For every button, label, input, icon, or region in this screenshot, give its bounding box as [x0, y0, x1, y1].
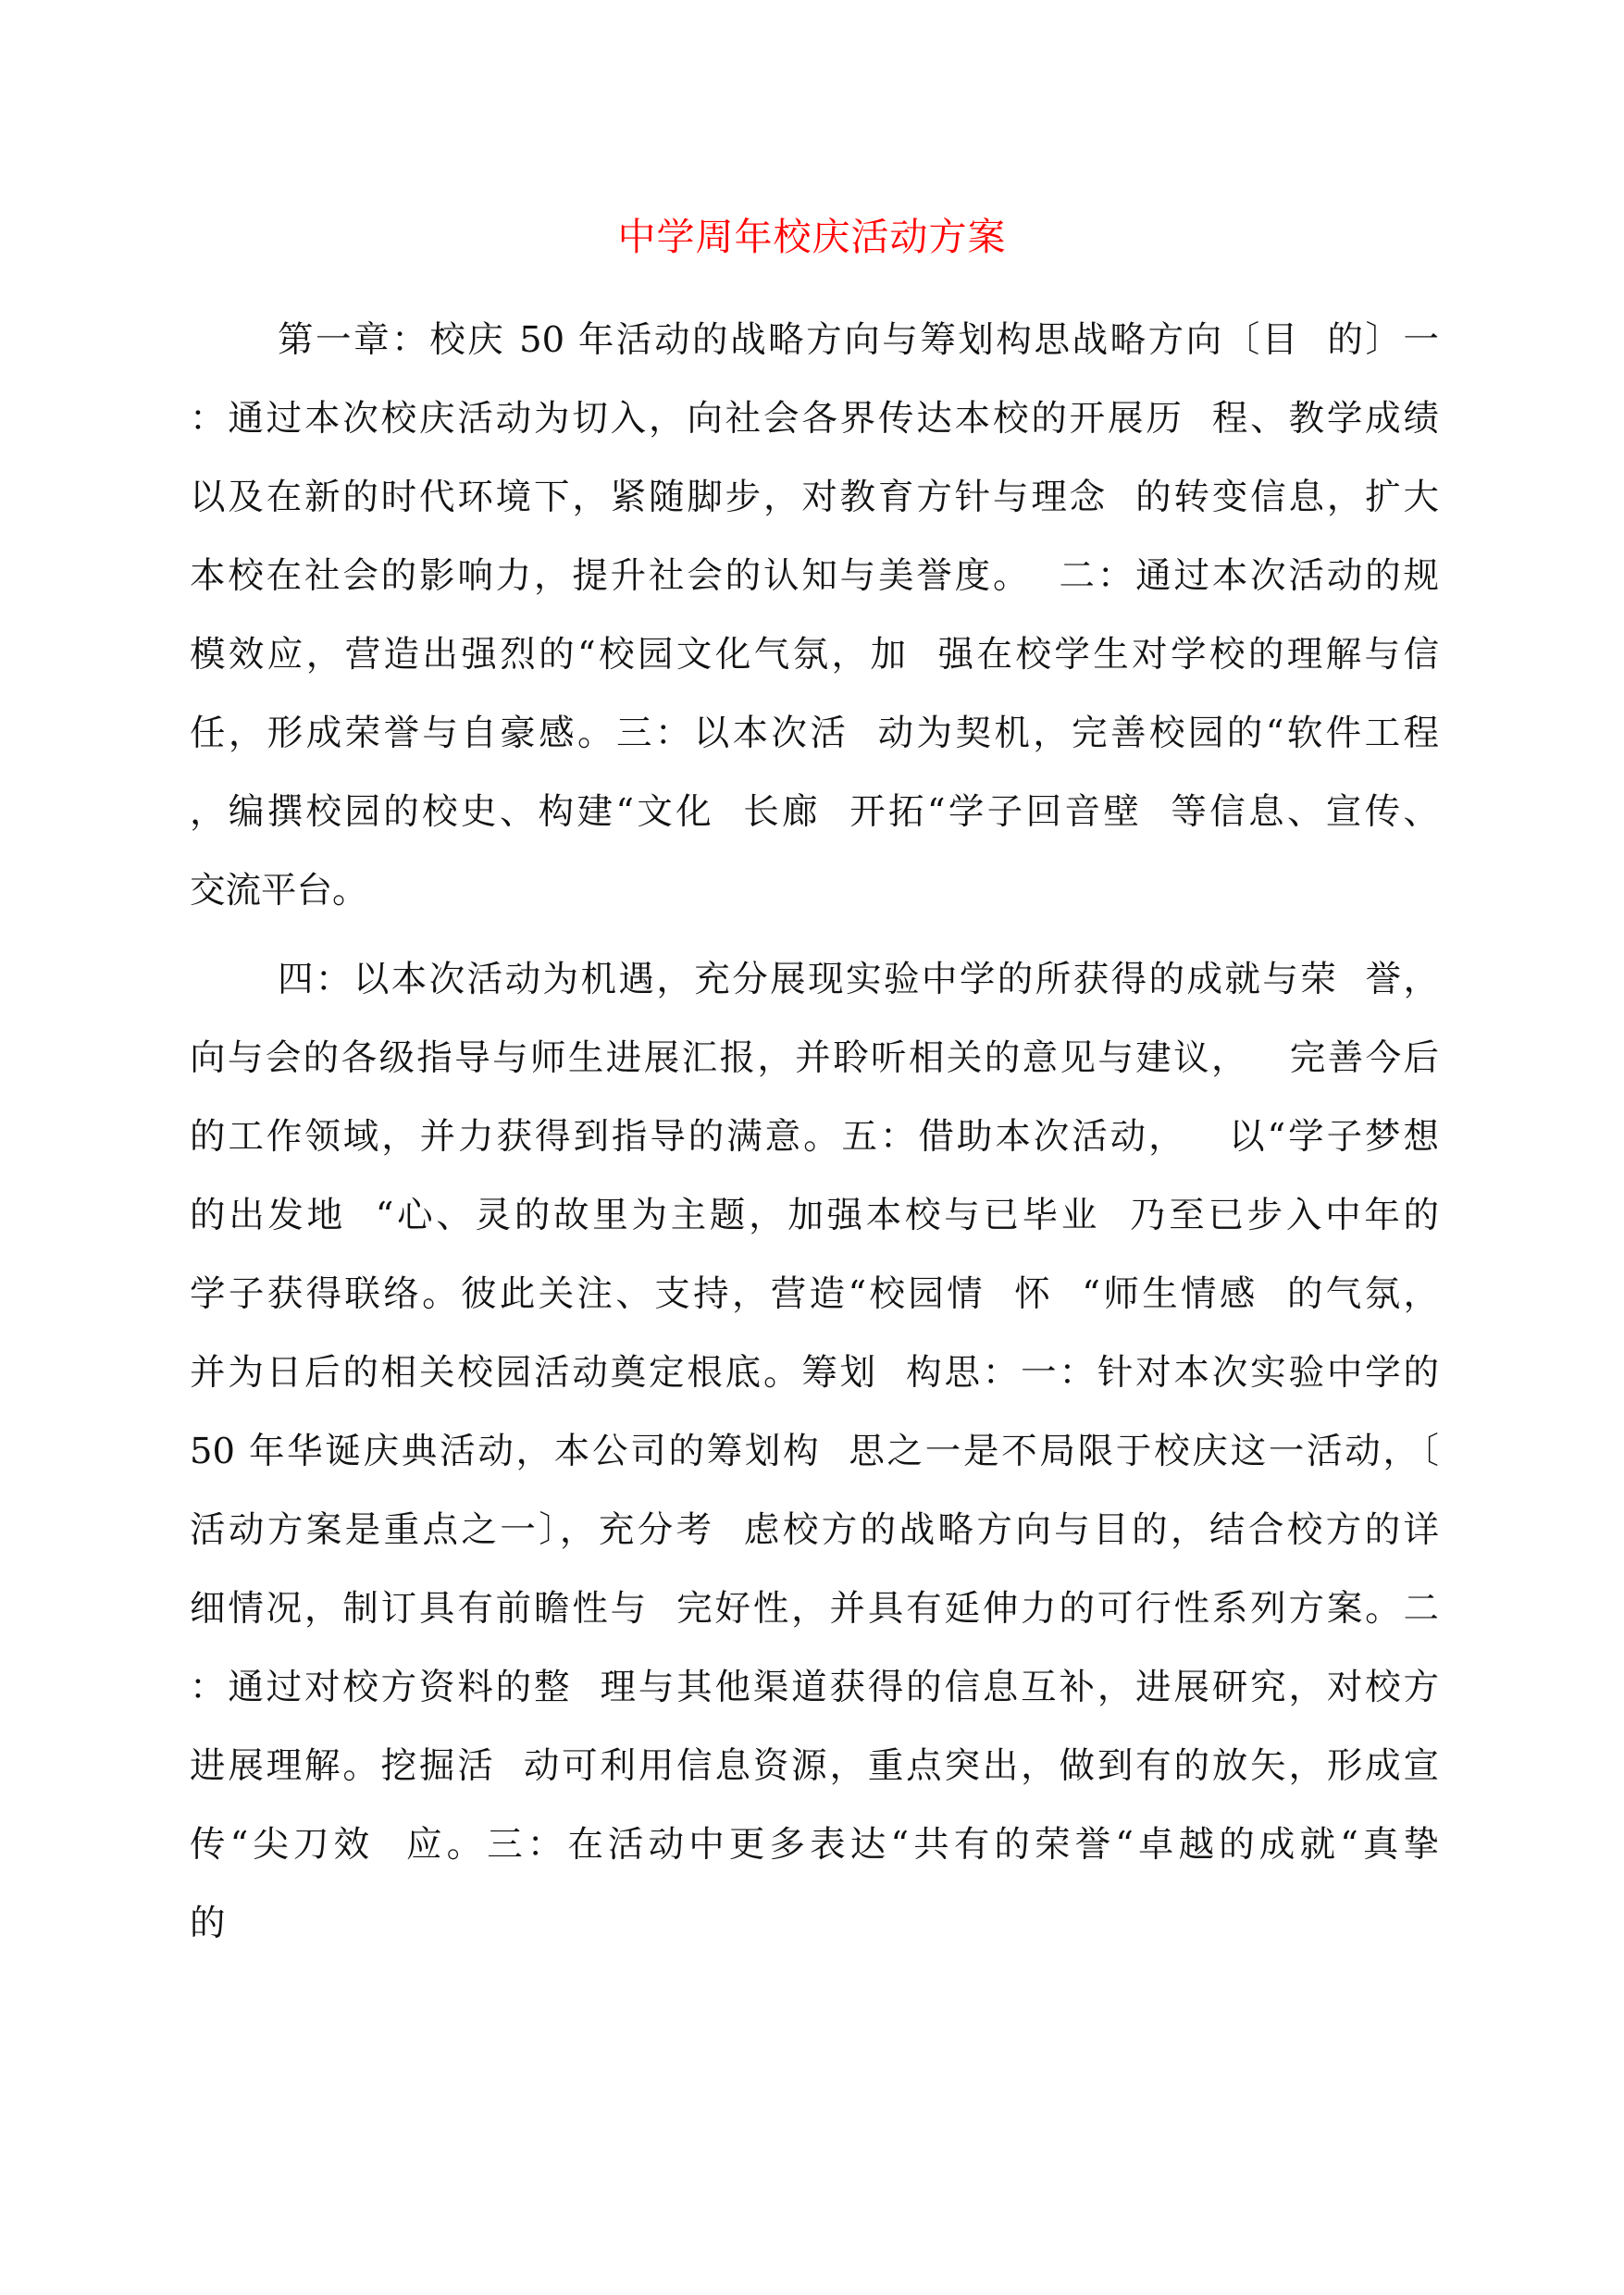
paragraph-1: [190, 301, 1439, 930]
text-line: 模效应，营造出强烈的“校园文化气氛，加 强在校学生对学校的理解与信: [190, 634, 1439, 676]
text-line: ：通过对校方资料的整 理与其他渠道获得的信息互补，进展研究，对校方: [190, 1667, 1439, 1708]
text-line: 并为日后的相关校园活动奠定根底。筹划 构思：一：针对本次实验中学的: [190, 1352, 1439, 1394]
text-line: 交流平台。: [190, 870, 368, 912]
text-line: 的出发地 “心、灵的故里为主题，加强本校与已毕业 乃至已步入中年的: [190, 1195, 1439, 1236]
text-line: 细情况，制订具有前瞻性与 完好性，并具有延伸力的可行性系列方案。二: [190, 1588, 1439, 1630]
text-line: 进展理解。挖掘活 动可利用信息资源，重点突出，做到有的放矢，形成宣: [190, 1745, 1439, 1787]
text-line: 第一章：校庆 50 年活动的战略方向与筹划构思战略方向〔目 的〕一: [278, 319, 1439, 361]
text-line: 学子获得联络。彼此关注、支持，营造“校园情 怀 “师生情感 的气氛，: [190, 1273, 1439, 1315]
text-line: 本校在社会的影响力，提升社会的认知与美誉度。 二：通过本次活动的规: [190, 555, 1439, 597]
text-line: 任，形成荣誉与自豪感。三：以本次活 动为契机，完善校园的“软件工程: [190, 713, 1439, 754]
text-line: 以及在新的时代环境下，紧随脚步，对教育方针与理念 的转变信息，扩大: [190, 477, 1439, 518]
text-line: 四：以本次活动为机遇，充分展现实验中学的所获得的成就与荣 誉，: [278, 959, 1439, 1000]
text-line: 50 年华诞庆典活动，本公司的筹划构 思之一是不局限于校庆这一活动，〔: [190, 1431, 1439, 1472]
document-title: 中学周年校庆活动方案: [617, 215, 1007, 259]
text-line: 活动方案是重点之一〕，充分考 虑校方的战略方向与目的，结合校方的详: [190, 1509, 1439, 1551]
text-line: 的: [190, 1903, 226, 1944]
text-line: 的工作领域，并力获得到指导的满意。五：借助本次活动， 以“学子梦想: [190, 1116, 1439, 1158]
text-line: ，编撰校园的校史、构建“文化 长廊 开拓“学子回音壁 等信息、宣传、: [190, 791, 1439, 833]
paragraph-2: [190, 940, 1439, 1963]
text-line: ：通过本次校庆活动为切入，向社会各界传达本校的开展历 程、教学成绩: [190, 398, 1439, 440]
text-line: 向与会的各级指导与师生进展汇报，并聆听相关的意见与建议， 完善今后: [190, 1037, 1439, 1079]
text-line: 传“尖刀效 应。三：在活动中更多表达“共有的荣誉“卓越的成就“真挚: [190, 1824, 1439, 1866]
